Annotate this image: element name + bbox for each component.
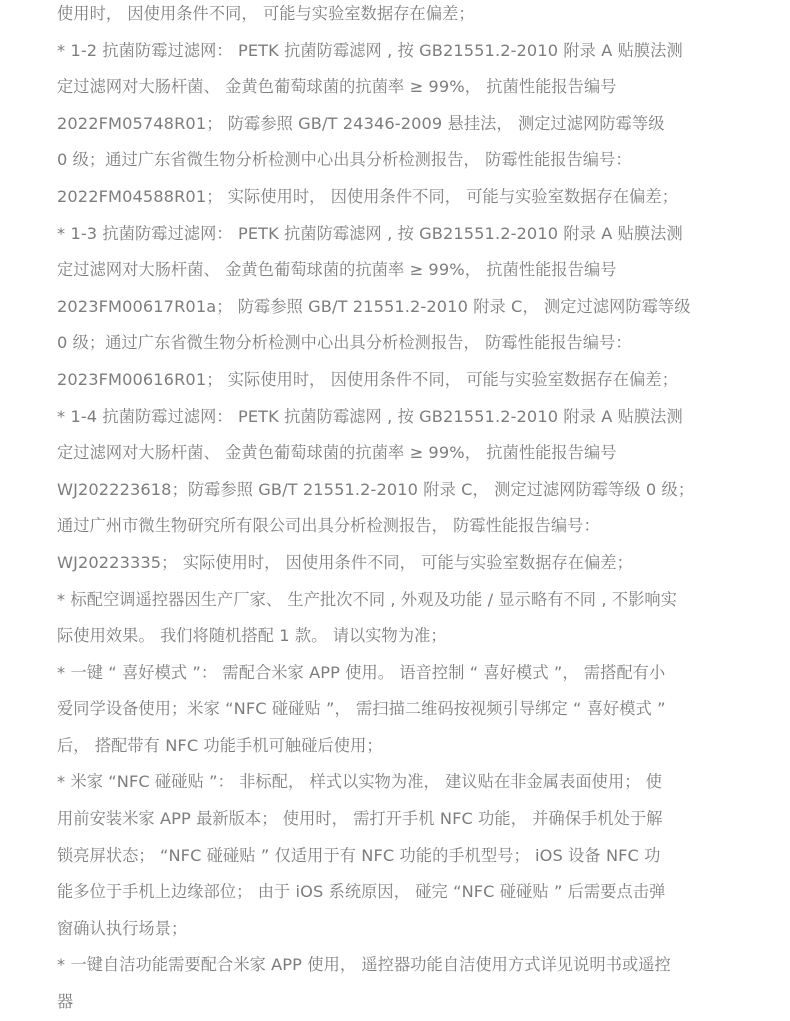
text-line: 0 级；通过广东省微生物分析检测中心出具分析检测报告， 防霉性能报告编号： [57,150,632,170]
text-line: 通过广州市微生物研究所有限公司出具分析检测报告， 防霉性能报告编号： [57,516,600,536]
text-line: 使用时， 因使用条件不同， 可能与实验室数据存在偏差； [57,4,475,23]
text-line: 窗确认执行场景； [57,918,188,938]
text-line: 用前安装米家 APP 最新版本； 使用时， 需打开手机 NFC 功能， 并确保手机处于解 [57,809,663,829]
text-line: 定过滤网对大肠杆菌、 金黄色葡萄球菌的抗菌率 ≥ 99%， 抗菌性能报告编号 [57,77,617,97]
document-body [57,0,747,1021]
text-line: * 一键 “ 喜好模式 ”： 需配合米家 APP 使用。 语音控制 “ 喜好模式 ”， 需搭配有小 [57,662,666,682]
text-line: 器 [57,992,74,1012]
text-line: 2023FM00617R01a； 防霉参照 GB/T 21551.2-2010 附录 C， 测定过滤网防霉等级 [57,296,691,316]
text-line: WJ202223618；防霉参照 GB/T 21551.2-2010 附录 C， 测定过滤网防霉等级 0 级； [57,479,695,499]
text-line: 2022FM04588R01； 实际使用时， 因使用条件不同， 可能与实验室数据存在偏差； [57,186,678,206]
text-line: * 1-2 抗菌防霉过滤网： PETK 抗菌防霉滤网 , 按 GB21551.2-2010 附录 A 贴膜法测 [57,40,683,60]
text-line: 爱同学设备使用；米家 “NFC 碰碰贴 ”， 需扫描二维码按视频引导绑定 “ 喜好模式 ” [57,699,666,719]
text-line: 锁亮屏状态； “NFC 碰碰贴 ” 仅适用于有 NFC 功能的手机型号； iOS 设备 NFC 功 [57,845,661,865]
text-line: * 米家 “NFC 碰碰贴 ”： 非标配， 样式以实物为准， 建议贴在非金属表面使用； 使 [57,772,663,792]
text-line: 2023FM00616R01； 实际使用时， 因使用条件不同， 可能与实验室数据存在偏差； [57,369,678,389]
text-line: WJ20223335； 实际使用时， 因使用条件不同， 可能与实验室数据存在偏差； [57,552,633,572]
text-line: 能多位于手机上边缘部位； 由于 iOS 系统原因， 碰完 “NFC 碰碰贴 ” 后需要点击弹 [57,882,666,902]
text-line: 定过滤网对大肠杆菌、 金黄色葡萄球菌的抗菌率 ≥ 99%， 抗菌性能报告编号 [57,260,617,280]
text-line: * 1-4 抗菌防霉过滤网： PETK 抗菌防霉滤网 , 按 GB21551.2-2010 附录 A 贴膜法测 [57,406,683,426]
text-line: * 1-3 抗菌防霉过滤网： PETK 抗菌防霉滤网 , 按 GB21551.2-2010 附录 A 贴膜法测 [57,223,683,243]
text-line: 定过滤网对大肠杆菌、 金黄色葡萄球菌的抗菌率 ≥ 99%， 抗菌性能报告编号 [57,443,617,463]
text-line: 0 级；通过广东省微生物分析检测中心出具分析检测报告， 防霉性能报告编号： [57,333,632,353]
text-line: 2022FM05748R01； 防霉参照 GB/T 24346-2009 悬挂法， 测定过滤网防霉等级 [57,113,665,133]
text-line: 际使用效果。 我们将随机搭配 1 款。 请以实物为准； [57,626,447,646]
text-line: * 标配空调遥控器因生产厂家、 生产批次不同 , 外观及功能 / 显示略有不同 , 不影响实 [57,589,677,609]
text-line: * 一键自洁功能需要配合米家 APP 使用， 遥控器功能自洁使用方式详见说明书或遥控 [57,955,671,975]
text-line: 后， 搭配带有 NFC 功能手机可触碰后使用； [57,735,383,755]
